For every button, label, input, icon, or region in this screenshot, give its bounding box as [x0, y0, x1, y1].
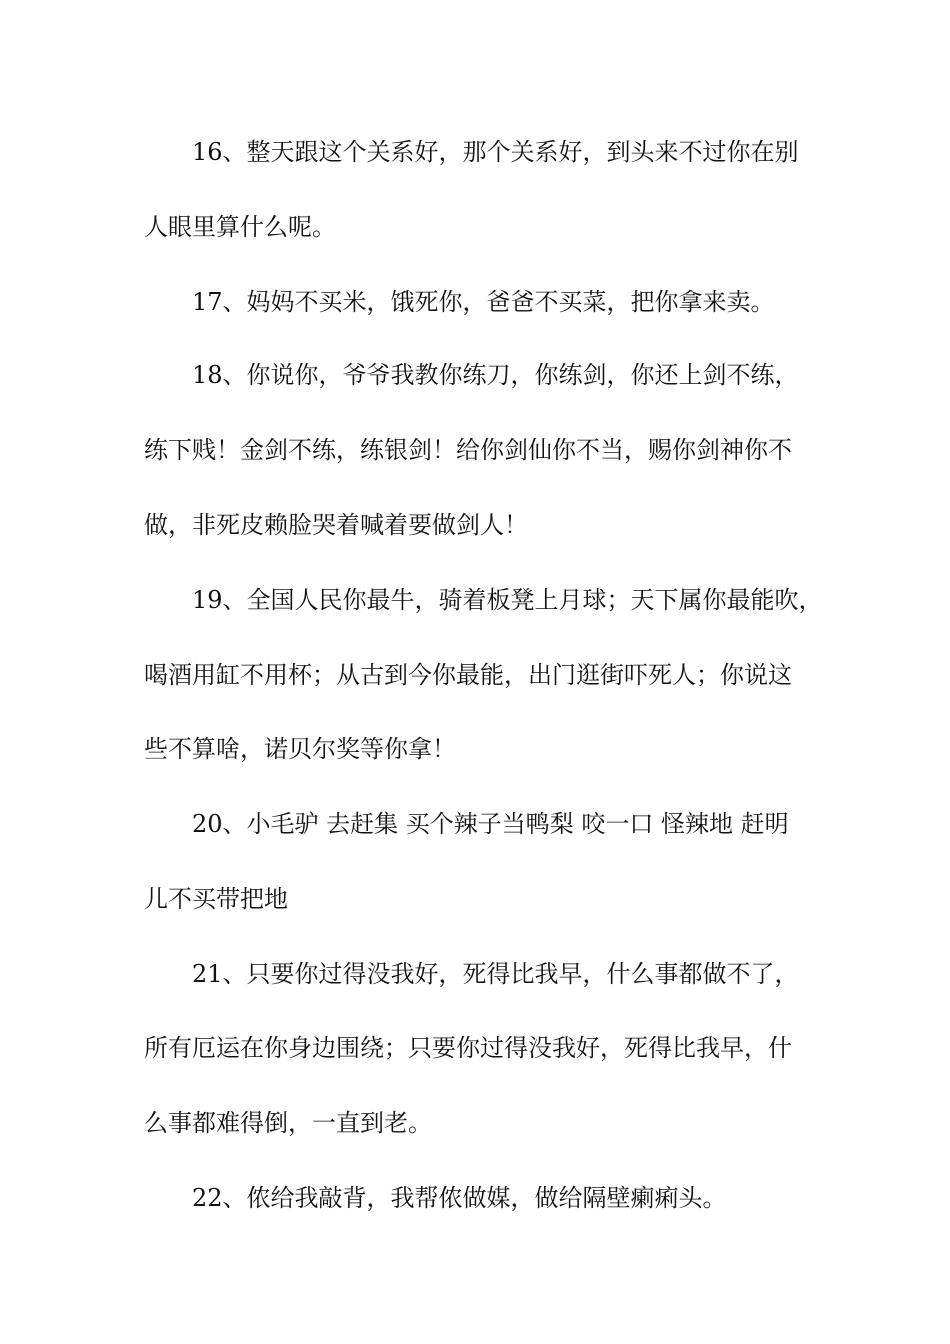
paragraph-17-line-1: 17、妈妈不买米，饿死你，爸爸不买菜，把你拿来卖。	[192, 288, 775, 316]
paragraph-16-line-1: 16、整天跟这个关系好，那个关系好，到头来不过你在别	[192, 138, 799, 166]
paragraph-18-line-2: 练下贱！金剑不练，练银剑！给你剑仙你不当，赐你剑神你不	[144, 436, 792, 464]
paragraph-20-line-2: 儿不买带把地	[144, 885, 288, 913]
paragraph-16-line-2: 人眼里算什么呢。	[144, 213, 336, 241]
paragraph-19-line-2: 喝酒用缸不用杯；从古到今你最能，出门逛街吓死人；你说这	[144, 661, 792, 689]
paragraph-18-line-3: 做，非死皮赖脸哭着喊着要做剑人！	[144, 511, 528, 539]
paragraph-19-line-1: 19、全国人民你最牛，骑着板凳上月球；天下属你最能吹，	[192, 586, 823, 614]
paragraph-20-line-1: 20、小毛驴 去赶集 买个辣子当鸭梨 咬一口 怪辣地 赶明	[192, 810, 789, 838]
paragraph-21-line-1: 21、只要你过得没我好，死得比我早，什么事都做不了，	[192, 960, 799, 988]
paragraph-18-line-1: 18、你说你，爷爷我教你练刀，你练剑，你还上剑不练，	[192, 361, 799, 389]
paragraph-19-line-3: 些不算啥，诺贝尔奖等你拿！	[144, 735, 456, 763]
paragraph-21-line-2: 所有厄运在你身边围绕；只要你过得没我好，死得比我早，什	[144, 1034, 792, 1062]
paragraph-22-line-1: 22、侬给我敲背，我帮侬做媒，做给隔壁瘌痢头。	[192, 1184, 727, 1212]
paragraph-21-line-3: 么事都难得倒，一直到老。	[144, 1109, 432, 1137]
